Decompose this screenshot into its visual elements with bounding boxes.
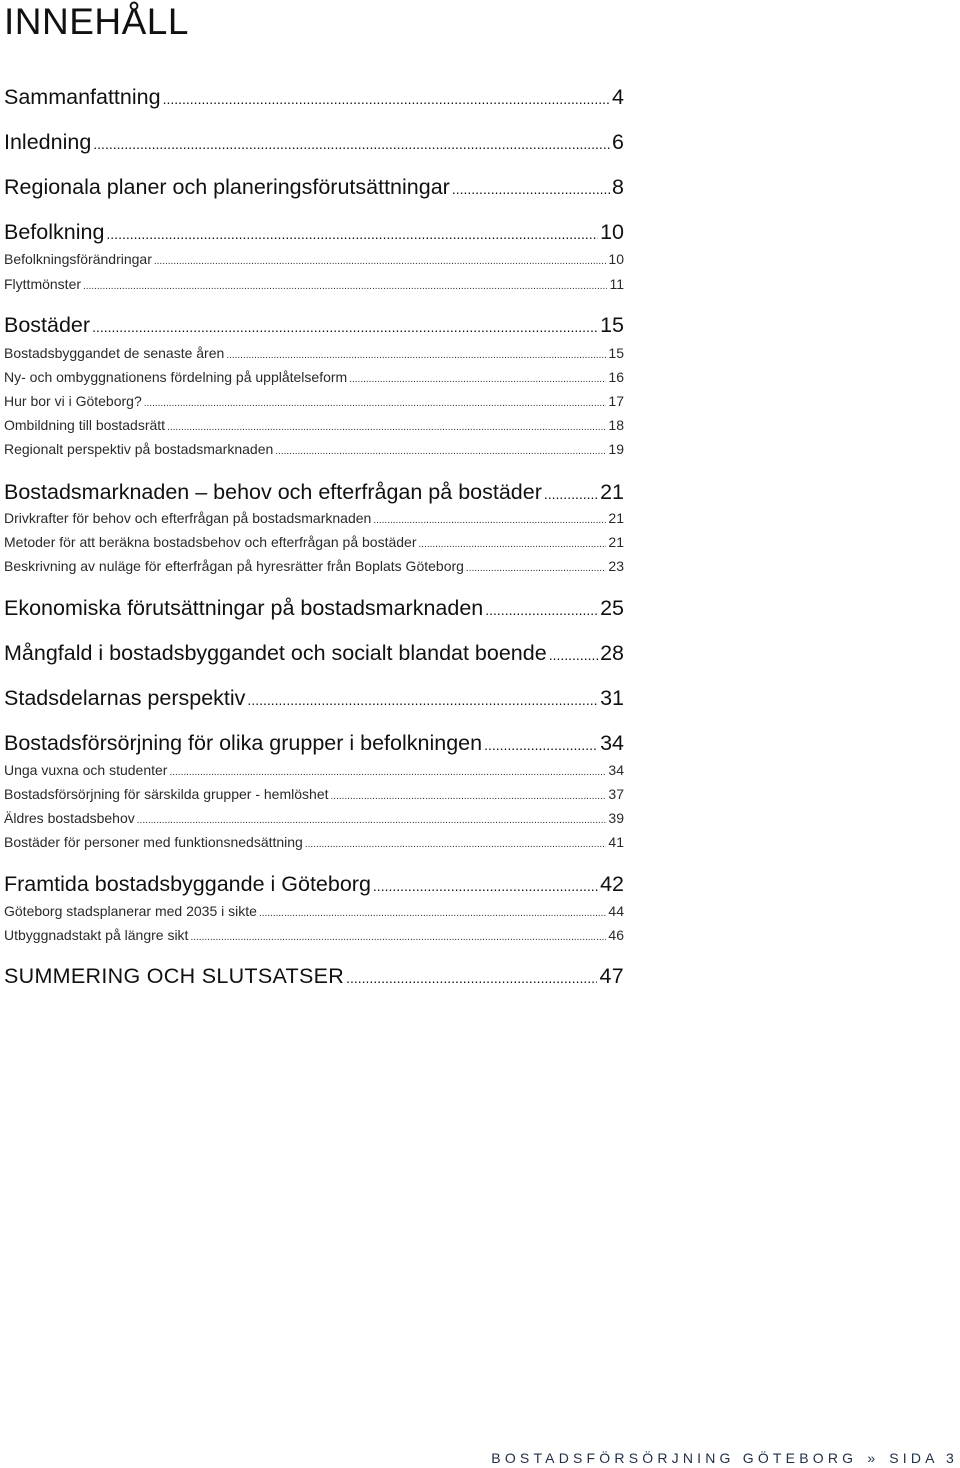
toc-entry-label: Ekonomiska förutsättningar på bostadsmarknaden <box>4 596 484 620</box>
toc-entry-page: 31 <box>600 686 624 710</box>
toc-entry-label: Beskrivning av nuläge för efterfrågan på hyresrätter från Boplats Göteborg <box>4 558 464 574</box>
dot-leader <box>169 761 606 782</box>
toc-entry-page: 21 <box>608 534 624 550</box>
toc-entry-page: 8 <box>612 175 624 199</box>
dot-leader <box>83 275 607 296</box>
dot-leader <box>544 479 598 507</box>
toc-entry-label: Äldres bostadsbehov <box>4 810 135 826</box>
toc-entry-page: 10 <box>600 220 624 244</box>
toc-entry-bostader[interactable] <box>4 312 624 340</box>
dot-leader <box>331 785 607 806</box>
toc-entry-inledning[interactable] <box>4 129 624 157</box>
dot-leader <box>484 730 598 758</box>
toc-subentry-funktionsnedsattning[interactable] <box>4 833 624 854</box>
toc-entry-regionala-planer[interactable] <box>4 174 624 202</box>
toc-entry-page: 11 <box>609 276 624 292</box>
toc-entry-label: Bostadsförsörjning för särskilda grupper - hemlöshet <box>4 786 329 802</box>
toc-entry-bostadsforsorjning-grupper[interactable] <box>4 730 624 758</box>
toc-entry-label: Framtida bostadsbyggande i Göteborg <box>4 872 371 896</box>
toc-subentry-utbyggnadstakt[interactable] <box>4 926 624 947</box>
toc-entry-label: Bostadsmarknaden – behov och efterfrågan på bostäder <box>4 480 542 504</box>
toc-subentry-hur-bor-vi[interactable] <box>4 392 624 413</box>
dot-leader <box>373 871 598 899</box>
toc-entry-label: Ombildning till bostadsrätt <box>4 417 166 433</box>
toc-entry-label: Bostäder för personer med funktionsnedsättning <box>4 834 303 850</box>
dot-leader <box>247 685 598 713</box>
toc-entry-page: 37 <box>608 786 624 802</box>
toc-entry-label: Stadsdelarnas perspektiv <box>4 686 246 710</box>
toc-subentry-regionalt-perspektiv[interactable] <box>4 440 624 461</box>
footer-publication: BOSTADSFÖRSÖRJNING GÖTEBORG <box>491 1450 858 1466</box>
page-footer <box>491 1448 958 1468</box>
toc-entry-label: Mångfald i bostadsbyggandet och socialt blandat boende <box>4 641 547 665</box>
toc-entry-label: Bostadsbyggandet de senaste åren <box>4 345 225 361</box>
toc-entry-page: 34 <box>608 762 624 778</box>
toc-entry-label: Hur bor vi i Göteborg? <box>4 393 142 409</box>
dot-leader <box>349 368 606 389</box>
footer-page-number: SIDA 3 <box>889 1450 958 1466</box>
toc-entry-label: Ny- och ombyggnationens fördelning på upplåtelseform <box>4 369 348 385</box>
toc-subentry-hemloshet[interactable] <box>4 785 624 806</box>
dot-leader <box>93 129 610 157</box>
toc-entry-page: 23 <box>608 558 624 574</box>
toc-entry-label: Bostadsförsörjning för olika grupper i befolkningen <box>4 731 483 755</box>
toc-entry-page: 28 <box>600 641 624 665</box>
toc-entry-page: 15 <box>608 345 624 361</box>
toc-subentry-ombildning[interactable] <box>4 416 624 437</box>
toc-entry-label: Sammanfattning <box>4 85 161 109</box>
toc-entry-label: Befolkning <box>4 220 105 244</box>
toc-entry-label: Drivkrafter för behov och efterfrågan på bostadsmarknaden <box>4 510 372 526</box>
toc-entry-page: 10 <box>608 251 624 267</box>
toc-subentry-aldres-bostadsbehov[interactable] <box>4 809 624 830</box>
dot-leader <box>466 557 607 578</box>
toc-entry-ekonomiska-forutsattningar[interactable] <box>4 595 624 623</box>
toc-entry-mangfald[interactable] <box>4 640 624 668</box>
toc-entry-page: 4 <box>612 85 624 109</box>
dot-leader <box>549 640 598 668</box>
toc-entry-page: 16 <box>608 369 624 385</box>
dot-leader <box>137 809 607 830</box>
toc-entry-label: Regionalt perspektiv på bostadsmarknaden <box>4 441 274 457</box>
toc-entry-label: Utbyggnadstakt på längre sikt <box>4 927 189 943</box>
toc-entry-page: 42 <box>600 872 624 896</box>
dot-leader <box>305 833 607 854</box>
toc-entry-label: SUMMERING OCH SLUTSATSER <box>4 964 345 988</box>
dot-leader <box>144 392 607 413</box>
toc-entry-page: 46 <box>608 927 624 943</box>
dot-leader <box>167 416 606 437</box>
toc-entry-page: 47 <box>599 964 624 988</box>
toc-entry-sammanfattning[interactable] <box>4 84 624 112</box>
toc-subentry-befolkningsforandringar[interactable] <box>4 250 624 271</box>
dot-leader <box>259 902 606 923</box>
dot-leader <box>452 174 610 202</box>
toc-subentry-stadsplanerar-2035[interactable] <box>4 902 624 923</box>
toc-subentry-flyttmonster[interactable] <box>4 275 624 296</box>
dot-leader <box>92 312 598 340</box>
dot-leader <box>226 344 606 365</box>
toc-entry-page: 18 <box>608 417 624 433</box>
toc-entry-label: Regionala planer och planeringsförutsättningar <box>4 175 450 199</box>
toc-entry-page: 34 <box>600 731 624 755</box>
toc-entry-label: Metoder för att beräkna bostadsbehov och efterfrågan på bostäder <box>4 534 417 550</box>
toc-entry-page: 17 <box>608 393 624 409</box>
dot-leader <box>419 533 607 554</box>
toc-entry-page: 25 <box>600 596 624 620</box>
toc-entry-label: Unga vuxna och studenter <box>4 762 168 778</box>
toc-subentry-metoder[interactable] <box>4 533 624 554</box>
toc-entry-page: 21 <box>600 480 624 504</box>
toc-subentry-drivkrafter[interactable] <box>4 509 624 530</box>
toc-entry-bostadsmarknaden[interactable] <box>4 479 624 507</box>
dot-leader <box>485 595 598 623</box>
toc-entry-page: 44 <box>608 903 624 919</box>
page-title: INNEHÅLL <box>4 1 189 42</box>
toc-entry-label: Bostäder <box>4 313 91 337</box>
toc-subentry-unga-vuxna[interactable] <box>4 761 624 782</box>
toc-entry-page: 39 <box>608 810 624 826</box>
toc-entry-label: Göteborg stadsplanerar med 2035 i sikte <box>4 903 257 919</box>
toc-entry-page: 6 <box>612 130 624 154</box>
toc-entry-befolkning[interactable] <box>4 219 624 247</box>
dot-leader <box>373 509 606 530</box>
dot-leader <box>275 440 606 461</box>
toc-entry-summering[interactable] <box>4 963 624 991</box>
dot-leader <box>154 250 607 271</box>
toc-entry-stadsdelarnas-perspektiv[interactable] <box>4 685 624 713</box>
toc-entry-label: Inledning <box>4 130 92 154</box>
footer-separator: » <box>867 1450 876 1466</box>
dot-leader <box>190 926 606 947</box>
toc-entry-framtida-bostadsbyggande[interactable] <box>4 871 624 899</box>
toc-subentry-beskrivning-nulage[interactable] <box>4 557 624 578</box>
toc-entry-page: 15 <box>600 313 624 337</box>
dot-leader <box>346 963 597 991</box>
toc-entry-page: 41 <box>608 834 624 850</box>
toc-subentry-ny-och-ombyggnation[interactable] <box>4 368 624 389</box>
dot-leader <box>163 84 610 112</box>
toc-entry-page: 21 <box>608 510 624 526</box>
toc-entry-page: 19 <box>608 441 624 457</box>
toc-entry-label: Flyttmönster <box>4 276 82 292</box>
toc-subentry-bostadsbyggandet[interactable] <box>4 344 624 365</box>
toc-entry-label: Befolkningsförändringar <box>4 251 152 267</box>
dot-leader <box>106 219 598 247</box>
